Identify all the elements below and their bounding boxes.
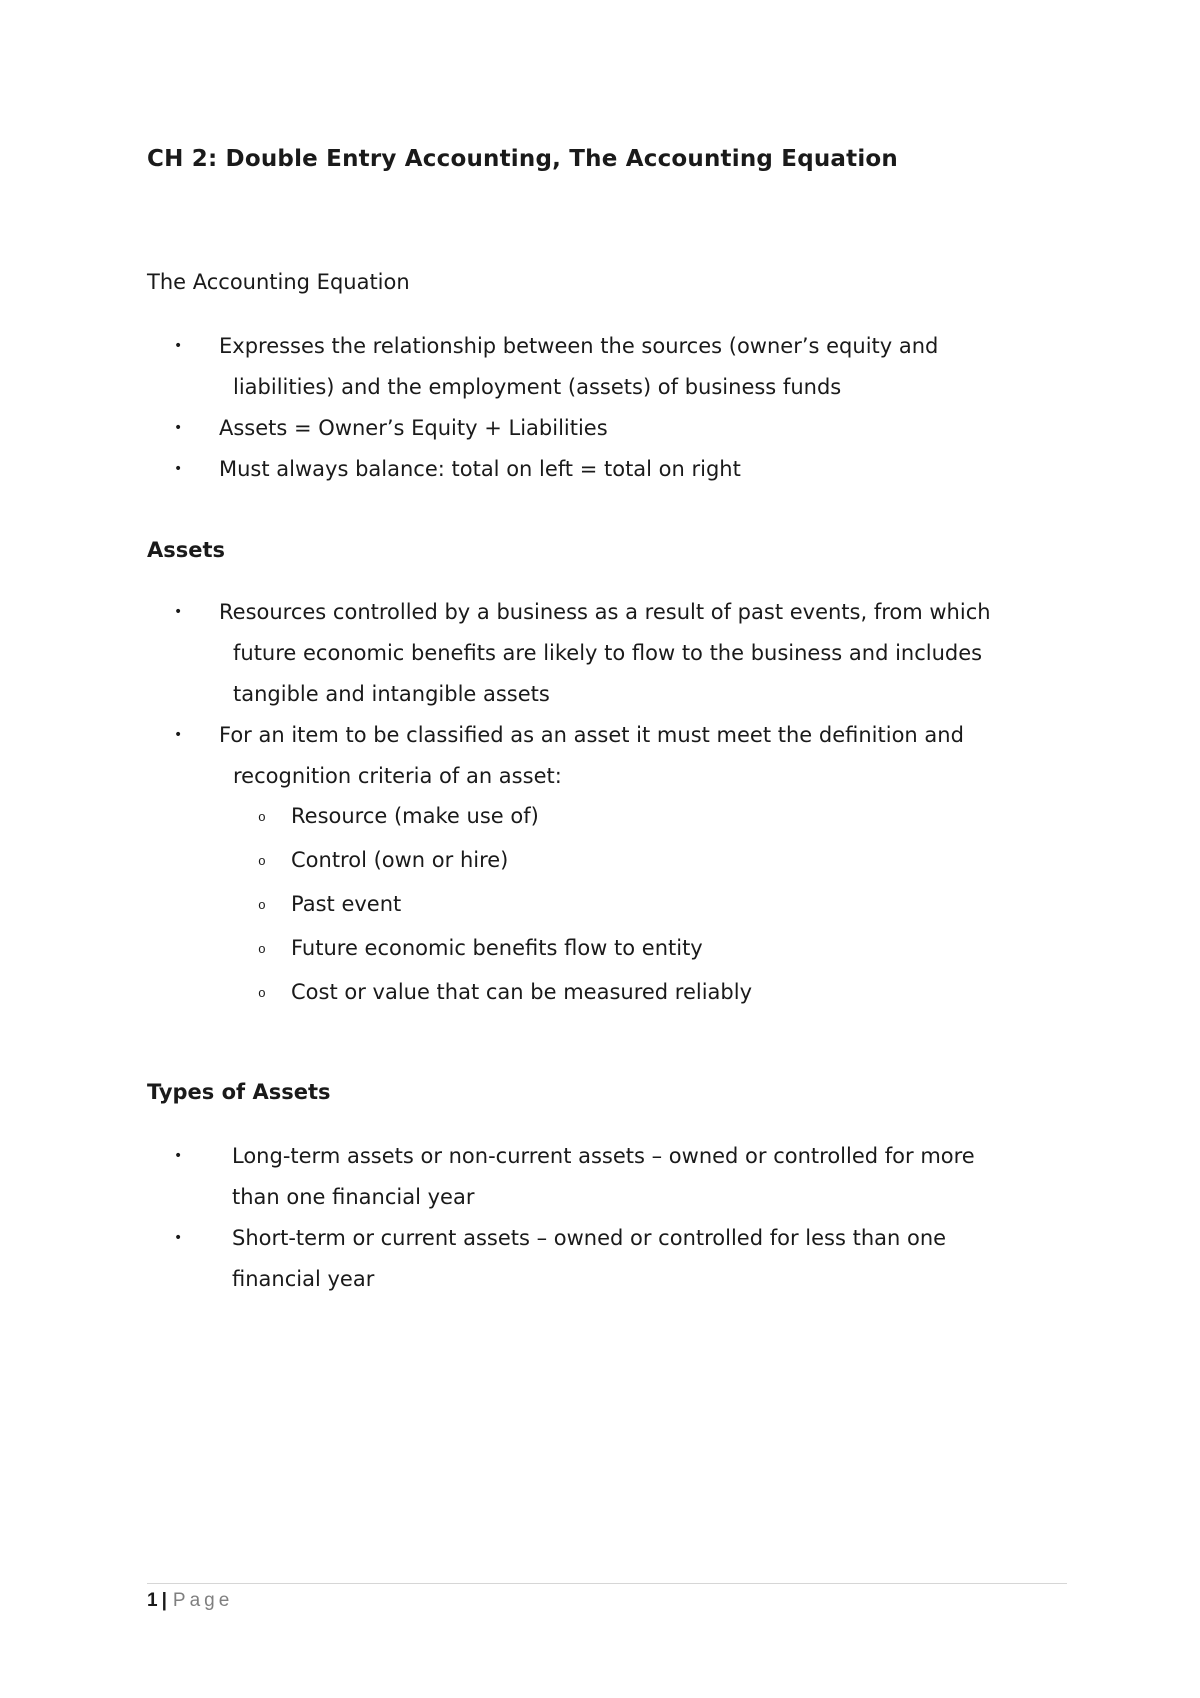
list-item-text: Assets = Owner’s Equity + Liabilities <box>219 416 608 440</box>
list-item-text: liabilities) and the employment (assets) of business funds <box>233 375 842 399</box>
bullet-icon: • <box>174 1148 183 1164</box>
bullet-icon: • <box>174 338 183 354</box>
list-item-text: Must always balance: total on left = total on right <box>219 457 741 481</box>
list-item <box>174 326 1074 408</box>
sub-list-item <box>258 972 752 1013</box>
section-heading-assets: Assets <box>147 538 226 562</box>
list-item-text: Long-term assets or non-current assets – owned or controlled for more <box>232 1144 975 1168</box>
sub-bullet-icon: o <box>258 986 266 1001</box>
list-item <box>174 715 1074 797</box>
sub-list-item <box>258 796 539 837</box>
section-heading-types-of-assets: Types of Assets <box>147 1080 331 1104</box>
list-item-text: recognition criteria of an asset: <box>233 764 562 788</box>
bullet-icon: • <box>174 1230 183 1246</box>
list-item <box>174 1218 1074 1300</box>
list-item-text: Expresses the relationship between the sources (owner’s equity and <box>219 334 939 358</box>
list-item-text: For an item to be classified as an asset it must meet the definition and <box>219 723 964 747</box>
sub-list-item-text: Past event <box>291 892 402 916</box>
sub-list-item <box>258 928 703 969</box>
list-item-text: financial year <box>232 1267 375 1291</box>
list-item <box>174 592 1074 715</box>
list-item-text: Resources controlled by a business as a result of past events, from which <box>219 600 991 624</box>
sub-list-item <box>258 884 401 925</box>
sub-list-item-text: Control (own or hire) <box>291 848 509 872</box>
page-label: Page <box>172 1590 234 1611</box>
list-item <box>174 408 1074 449</box>
page-footer <box>147 1590 233 1612</box>
section-heading-accounting-equation: The Accounting Equation <box>147 270 410 294</box>
footer-divider <box>147 1583 1067 1584</box>
list-item-text: future economic benefits are likely to flow to the business and includes <box>233 641 983 665</box>
bullet-icon: • <box>174 461 183 477</box>
sub-bullet-icon: o <box>258 942 266 957</box>
page-title: CH 2: Double Entry Accounting, The Accounting Equation <box>147 146 898 172</box>
sub-bullet-icon: o <box>258 810 266 825</box>
sub-bullet-icon: o <box>258 898 266 913</box>
list-item <box>174 1136 1074 1218</box>
footer-separator: | <box>161 1590 167 1611</box>
list-item <box>174 449 1074 490</box>
bullet-icon: • <box>174 727 183 743</box>
sub-list-item-text: Resource (make use of) <box>291 804 539 828</box>
bullet-icon: • <box>174 420 183 436</box>
list-item-text: than one financial year <box>232 1185 475 1209</box>
sub-list-item <box>258 840 508 881</box>
sub-bullet-icon: o <box>258 854 266 869</box>
bullet-icon: • <box>174 604 183 620</box>
list-item-text: Short-term or current assets – owned or controlled for less than one <box>232 1226 947 1250</box>
sub-list-item-text: Future economic benefits flow to entity <box>291 936 703 960</box>
page-number: 1 <box>147 1590 158 1611</box>
list-item-text: tangible and intangible assets <box>233 682 550 706</box>
sub-list-item-text: Cost or value that can be measured reliably <box>291 980 753 1004</box>
